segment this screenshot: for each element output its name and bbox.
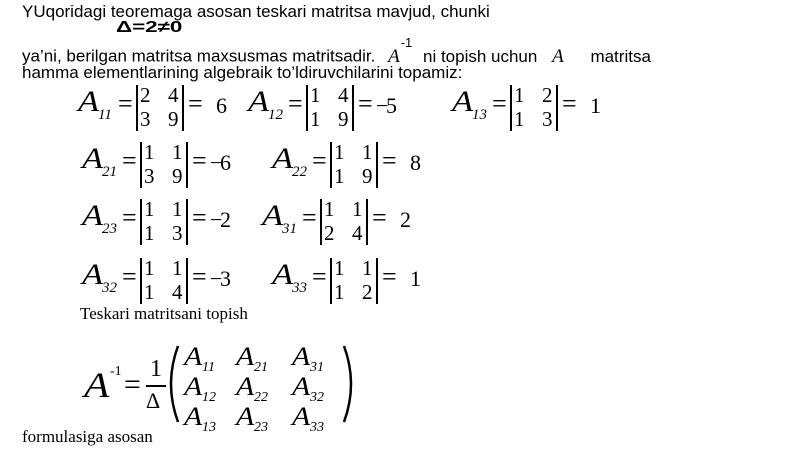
matrix-entry-21: 1 [334,280,345,304]
matrix-entry-21: 2 [324,221,335,245]
inverse-coef-denominator: Δ [146,388,161,413]
det-bar-left [320,199,322,245]
cofactor-sign: − [376,93,389,118]
det-bar-right [556,85,558,131]
matrix-entry-11: 1 [144,256,155,280]
det-bar-right [186,142,188,188]
entry-subscript: 32 [310,390,324,405]
matrix-entry-11: 1 [324,197,335,221]
matrix-symbol-A: A [552,45,564,67]
equals-sign: = [492,89,507,118]
cofactor-subscript: 13 [472,107,487,123]
matrix-entry-12: 1 [172,197,183,221]
equals-sign: = [118,89,133,118]
entry-symbol: A [292,402,311,431]
entry-subscript: 11 [202,360,215,375]
det-bar-right [352,85,354,131]
determinant-note: Δ=2≠0 [116,19,183,36]
matrix-entry-22: 9 [362,164,373,188]
entry-subscript: 12 [202,390,216,405]
equals-sign: = [562,89,577,118]
det-bar-left [330,142,332,188]
right-paren [340,344,360,424]
matrix-entry-22: 3 [172,221,183,245]
matrix-entry-22: 9 [338,107,349,131]
matrix-entry-12: 1 [362,140,373,164]
det-bar-right [376,258,378,304]
equals-sign: = [192,262,207,291]
matrix-entry-21: 1 [514,107,525,131]
cofactor-value: 1 [590,93,601,118]
cofactor-value: 1 [410,266,421,291]
teskari-heading: Teskari matritsani topish [80,304,248,323]
det-bar-right [366,199,368,245]
cofactor-value: 6 [220,150,231,175]
matrix-entry-11: 1 [334,140,345,164]
equals-sign: = [192,203,207,232]
cofactor-symbol: A [248,85,270,118]
matrix-entry-12: 1 [172,140,183,164]
matrix-entry-22: 9 [172,164,183,188]
text-line-3: hamma elementlarining algebraik to’ldiruvchilarini topamiz: [22,63,463,82]
matrix-entry-22: 4 [172,280,183,304]
equals-sign: = [122,146,137,175]
cofactor-symbol: A [82,199,104,232]
equals-sign: = [192,146,207,175]
det-bar-left [136,85,138,131]
entry-symbol: A [236,372,255,401]
inverse-coef-numerator: 1 [150,356,162,382]
cofactor-subscript: 23 [102,221,117,237]
matrix-entry-21: 1 [310,107,321,131]
det-bar-left [140,258,142,304]
equals-sign: = [188,89,203,118]
cofactor-subscript: 21 [102,164,117,180]
matrix-entry-11: 1 [310,83,321,107]
matrix-entry-21: 3 [140,107,151,131]
matrix-entry-11: 1 [514,83,525,107]
det-bar-left [510,85,512,131]
cofactor-symbol: A [82,142,104,175]
cofactor-subscript: 33 [292,280,307,296]
cofactor-symbol: A [78,85,100,118]
cofactor-symbol: A [272,258,294,291]
entry-symbol: A [292,372,311,401]
equals-sign: = [312,146,327,175]
equals-sign: = [358,89,373,118]
entry-symbol: A [236,402,255,431]
entry-subscript: 31 [310,360,324,375]
equals-sign: = [122,262,137,291]
matrix-entry-11: 1 [144,197,155,221]
det-bar-right [376,142,378,188]
matrix-entry-21: 1 [144,280,155,304]
matrix-entry-11: 1 [144,140,155,164]
entry-symbol: A [292,342,311,371]
cofactor-value: 2 [220,207,231,232]
cofactor-value: 5 [386,93,397,118]
cofactor-value: 3 [220,266,231,291]
equals-sign: = [122,203,137,232]
inverse-symbol-A: A [388,45,400,67]
matrix-entry-21: 3 [144,164,155,188]
entry-symbol: A [236,342,255,371]
cofactor-symbol: A [272,142,294,175]
equals-sign: = [372,203,387,232]
cofactor-subscript: 11 [98,107,112,123]
left-paren [162,344,182,424]
entry-symbol: A [184,372,203,401]
entry-symbol: A [184,342,203,371]
matrix-entry-22: 9 [168,107,179,131]
inverse-lhs-exponent: -1 [110,364,122,379]
text-line-1: YUqoridagi teoremaga asosan teskari matritsa mavjud, chunki [22,2,490,21]
equals-sign: = [382,262,397,291]
cofactor-subscript: 12 [268,107,283,123]
det-bar-left [306,85,308,131]
cofactor-sign: − [210,266,223,291]
entry-subscript: 23 [254,420,268,435]
matrix-entry-12: 4 [168,83,179,107]
inverse-lhs-A: A [84,365,110,405]
entry-subscript: 22 [254,390,268,405]
entry-subscript: 33 [310,420,324,435]
matrix-entry-21: 1 [144,221,155,245]
cofactor-sign: − [210,150,223,175]
cofactor-symbol: A [82,258,104,291]
matrix-entry-12: 1 [352,197,363,221]
cofactor-value: 8 [410,150,421,175]
det-bar-right [182,85,184,131]
inverse-exponent: -1 [400,35,413,50]
entry-symbol: A [184,402,203,431]
det-bar-left [140,199,142,245]
det-bar-left [330,258,332,304]
det-bar-left [140,142,142,188]
matrix-entry-22: 2 [362,280,373,304]
equals-sign: = [302,203,317,232]
cofactor-subscript: 22 [292,164,307,180]
cofactor-value: 6 [216,93,227,118]
cofactor-sign: − [210,207,223,232]
matrix-entry-12: 4 [338,83,349,107]
entry-subscript: 13 [202,420,216,435]
cofactor-subscript: 31 [282,221,297,237]
entry-subscript: 21 [254,360,268,375]
text-line-2-part2: ni topish uchun [422,46,538,66]
equals-sign: = [382,146,397,175]
matrix-entry-11: 1 [334,256,345,280]
matrix-entry-12: 1 [362,256,373,280]
matrix-entry-12: 1 [172,256,183,280]
det-bar-right [186,258,188,304]
text-line-2-part1: ya’ni, berilgan matritsa maxsusmas matritsadir. [22,46,376,66]
cofactor-symbol: A [262,199,284,232]
matrix-entry-22: 3 [542,107,553,131]
det-bar-right [186,199,188,245]
formulasiga-text: formulasiga asosan [22,427,153,446]
text-line-2-part3: matritsa [590,46,651,66]
matrix-entry-12: 2 [542,83,553,107]
cofactor-subscript: 32 [102,280,117,296]
equals-sign: = [288,89,303,118]
cofactor-symbol: A [452,85,474,118]
matrix-entry-21: 1 [334,164,345,188]
inverse-equals: = [124,368,141,401]
matrix-entry-22: 4 [352,221,363,245]
cofactor-value: 2 [400,207,411,232]
matrix-entry-11: 2 [140,83,151,107]
equals-sign: = [312,262,327,291]
